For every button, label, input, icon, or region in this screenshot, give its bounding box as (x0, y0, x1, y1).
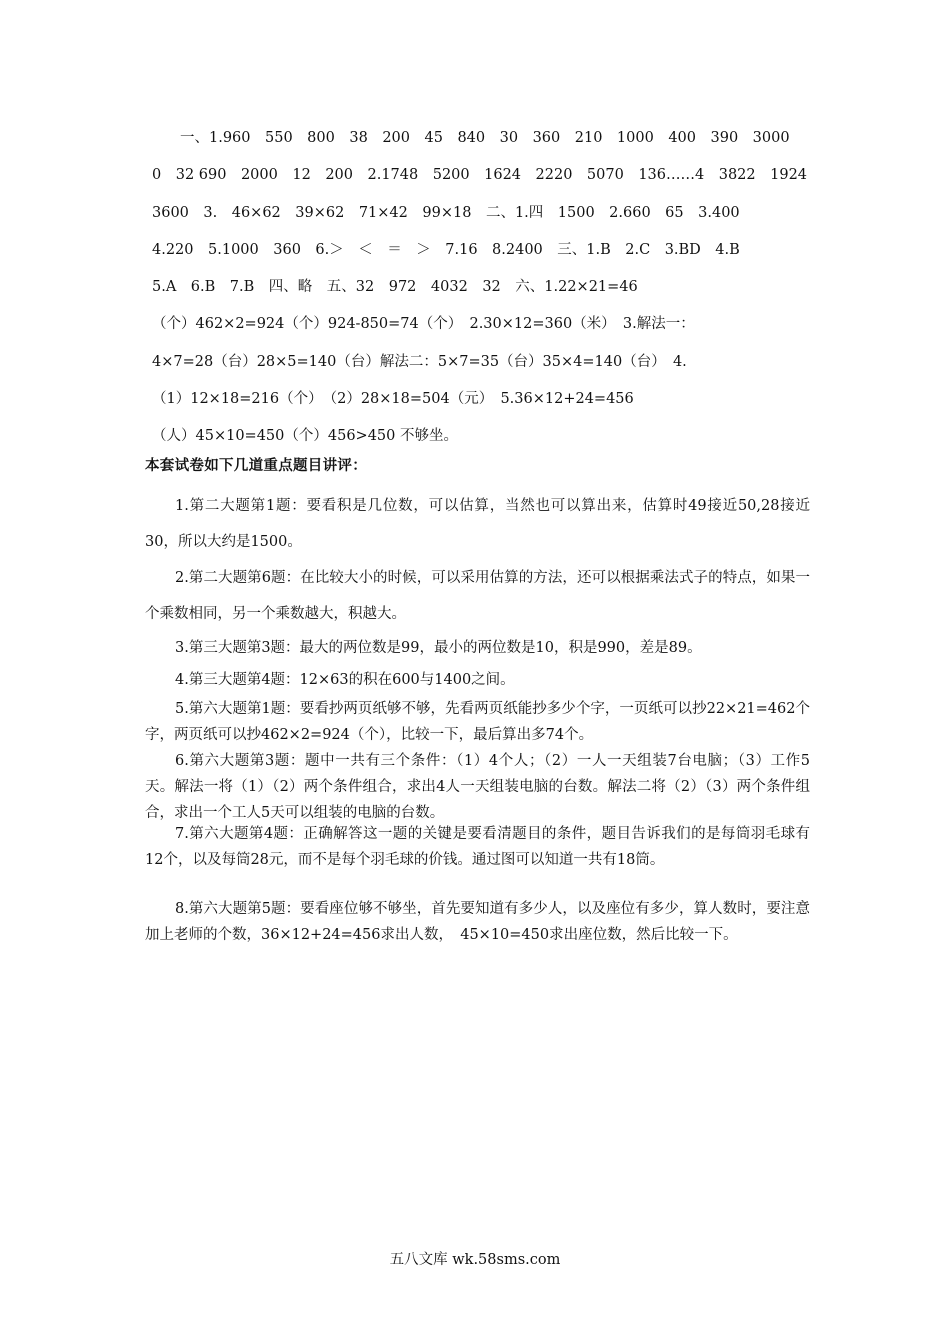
comment-paragraph-4: 4.第三大题第4题：12×63的积在600与1400之间。 (175, 672, 515, 688)
comment-paragraph-7: 7.第六大题第4题：正确解答这一题的关键是要看清题目的条件，题目告诉我们的是每筒羽毛球有12个，以及每筒28元，而不是每个羽毛球的价钱。通过图可以知道一共有18筒。 (145, 826, 810, 868)
answer-line: 4×7=28（台）28×5=140（台）解法二：5×7=35（台）35×4=140（台） 4. (152, 353, 687, 370)
answer-key (152, 120, 808, 456)
comment-paragraph-5: 5.第六大题第1题：要看抄两页纸够不够，先看两页纸能抄多少个字，一页纸可以抄22×21=462个字，两页纸可以抄462×2=924（个），比较一下，最后算出多74个。 (145, 701, 810, 743)
answer-line: 一、1.960 550 800 38 200 45 840 30 360 210 1000 400 390 3000 (180, 130, 790, 146)
answer-line: 4.220 5.1000 360 6.＞ ＜ ＝ ＞ 7.16 8.2400 三、1.B 2.C 3.BD 4.B (152, 241, 740, 258)
answer-line: 0 32 690 2000 12 200 2.1748 5200 1624 2220 5070 136……4 3822 1924 (152, 167, 808, 184)
comment-paragraph-1: 1.第二大题第1题：要看积是几位数，可以估算，当然也可以算出来，估算时49接近50,28接近30，所以大约是1500。 (145, 498, 810, 550)
page-footer: 五八文库 wk.58sms.com (389, 1252, 561, 1268)
comment-paragraph-8: 8.第六大题第5题：要看座位够不够坐，首先要知道有多少人，以及座位有多少，算人数时，要注意加上老师的个数，36×12+24=456求出人数， 45×10=450求出座位数，然后比较一下。 (145, 901, 810, 943)
comment-paragraph-2: 2.第二大题第6题：在比较大小的时候，可以采用估算的方法，还可以根据乘法式子的特点，如果一个乘数相同，另一个乘数越大，积越大。 (145, 570, 810, 622)
answer-line: 3600 3. 46×62 39×62 71×42 99×18 二、1.四 1500 2.660 65 3.400 (152, 204, 740, 221)
answer-line: （人）45×10=450（个）456>450 不够坐。 (152, 428, 458, 445)
answer-line: 5.A 6.B 7.B 四、略 五、32 972 4032 32 六、1.22×21=46 (152, 279, 638, 296)
answer-line: （1）12×18=216（个） （2）28×18=504（元） 5.36×12+24=456 (152, 391, 634, 408)
answer-line: （个）462×2=924（个）924-850=74（个） 2.30×12=360（米） 3.解法一： (152, 316, 695, 333)
comment-paragraph-6: 6.第六大题第3题：题中一共有三个条件：（1）4个人；（2）一人一天组装7台电脑；（3）工作5天。解法一将（1）（2）两个条件组合，求出4人一天组装电脑的台数。解法二将（2）（3）两个条件组合，求出一个工人5天可以组装的电脑的台数。 (145, 753, 810, 821)
comment-paragraph-3: 3.第三大题第3题：最大的两位数是99，最小的两位数是10，积是990，差是89。 (175, 640, 702, 656)
review-heading: 本套试卷如下几道重点题目讲评： (145, 458, 367, 474)
